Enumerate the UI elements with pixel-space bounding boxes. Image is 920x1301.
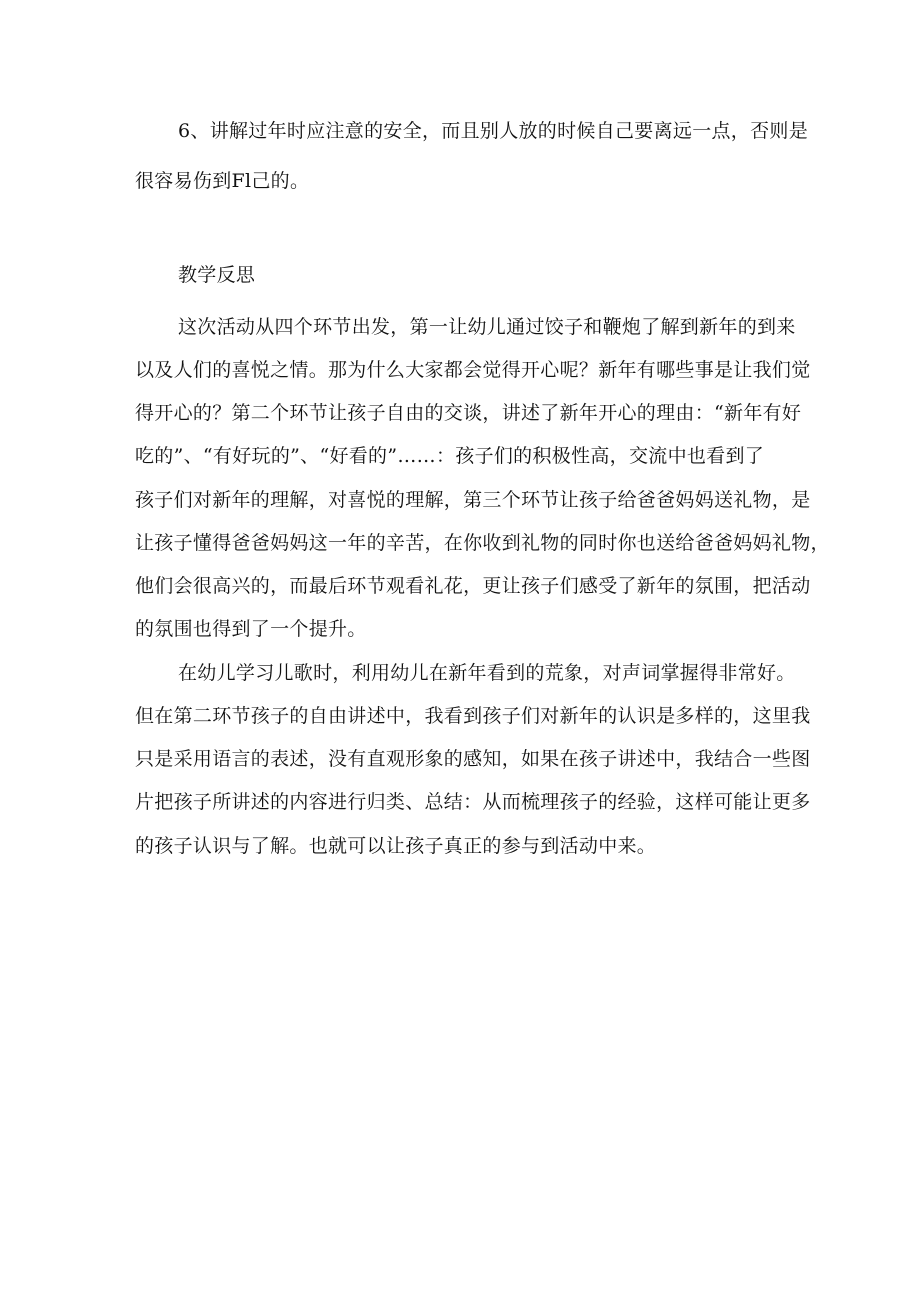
item6-line-2: 很容易伤到Fl己的。 xyxy=(135,170,310,192)
paragraph2-line-5: 的孩子认识与了解。也就可以让孩子真正的参与到活动中来。 xyxy=(135,835,657,857)
paragraph2-line-1: 在幼儿学习儿歌时，利用幼儿在新年看到的荒象，对声词掌握得非常好。 xyxy=(178,662,796,684)
paragraph1-line-1: 这次活动从四个环节出发，第一让幼儿通过饺子和鞭炮了解到新年的到来 xyxy=(178,316,796,338)
paragraph2-line-3: 只是采用语言的表述，没有直观形象的感知，如果在孩子讲述中，我结合一些图 xyxy=(135,748,811,770)
paragraph1-line-5: 孩子们对新年的理解，对喜悦的理解，第三个环节让孩子给爸爸妈妈送礼物，是 xyxy=(135,489,811,511)
paragraph1-line-2: 以及人们的喜悦之情。那为什么大家都会觉得开心呢？新年有哪些事是让我们觉 xyxy=(135,359,811,381)
paragraph2-line-4: 片把孩子所讲述的内容进行归类、总结：从而梳理孩子的经验，这样可能让更多 xyxy=(135,791,811,813)
section-title: 教学反思 xyxy=(178,264,256,286)
paragraph1-line-8: 的氛围也得到了一个提升。 xyxy=(135,618,367,640)
paragraph1-line-3: 得开心的？第二个环节让孩子自由的交谈，讲述了新年开心的理由：“新年有好 xyxy=(135,402,802,424)
paragraph2-line-2: 但在第二环节孩子的自由讲述中，我看到孩子们对新年的认识是多样的，这里我 xyxy=(135,705,811,727)
paragraph1-line-4: 吃的”、“有好玩的”、“好看的”……：孩子们的积极性高，交流中也看到了 xyxy=(135,445,765,467)
paragraph1-line-7: 他们会很高兴的，而最后环节观看礼花，更让孩子们感受了新年的氛围，把活动 xyxy=(135,575,811,597)
item6-line-1: 6、讲解过年时应注意的安全，而且别人放的时候自己要离远一点，否则是 xyxy=(178,120,808,142)
paragraph1-line-6: 让孩子懂得爸爸妈妈这一年的辛苦，在你收到礼物的同时你也送给爸爸妈妈礼物， xyxy=(135,532,830,554)
